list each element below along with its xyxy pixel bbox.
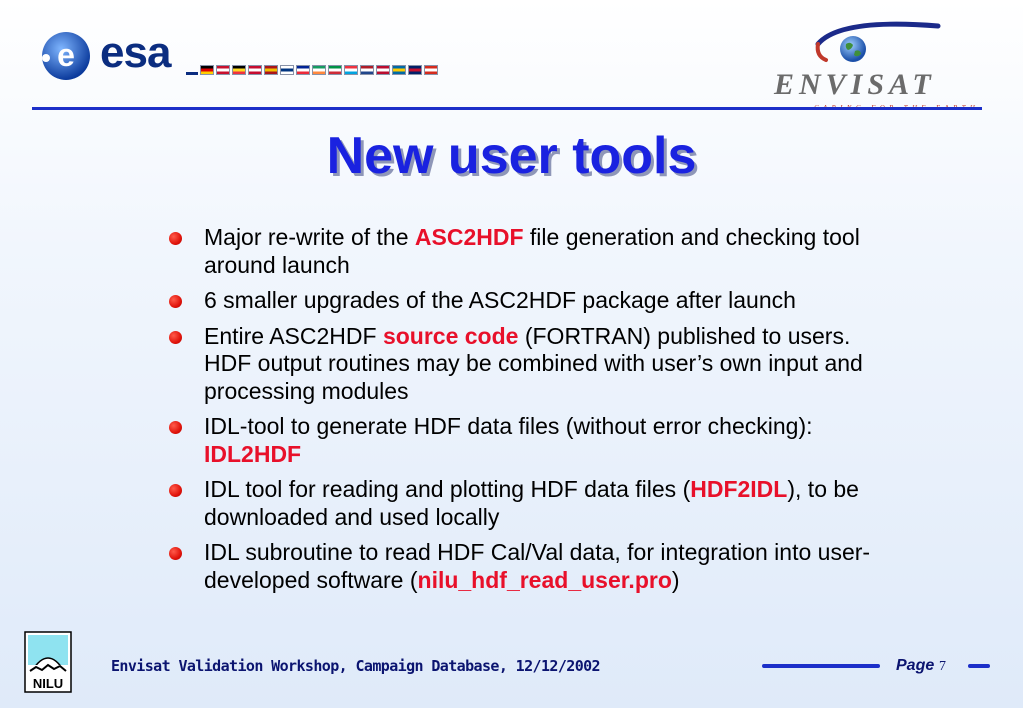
bullet-text: IDL tool for reading and plotting HDF data files ( [204, 476, 691, 502]
bullet-item [166, 323, 886, 406]
esa-emblem-icon [40, 30, 92, 82]
bullet-dot-icon [169, 547, 182, 560]
bullet-item [166, 476, 886, 531]
flag-icon [200, 65, 214, 75]
highlighted-term: HDF2IDL [690, 476, 788, 502]
footer-event-text: Envisat Validation Workshop, Campaign Database, 12/12/2002 [111, 657, 600, 675]
envisat-logo [770, 18, 985, 106]
flag-icon [328, 65, 342, 75]
flag-icon [360, 65, 374, 75]
flag-icon [392, 65, 406, 75]
envisat-wordmark: ENVISAT [774, 68, 936, 101]
bullet-text: IDL-tool to generate HDF data files (without error checking): [204, 413, 813, 439]
bullet-text: (FORTRAN) published to users. HDF output routines may be combined with user’s own input and processing modules [204, 322, 863, 404]
svg-text:e: e [57, 37, 75, 73]
esa-underline [186, 72, 198, 75]
page-number: 7 [939, 659, 946, 674]
flag-icon [376, 65, 390, 75]
bullet-item [166, 539, 886, 594]
flag-icon [280, 65, 294, 75]
bullet-text: 6 smaller upgrades of the ASC2HDF package after launch [204, 287, 796, 313]
footer-rule-left [762, 664, 880, 668]
member-flags [200, 65, 438, 75]
highlighted-term: ASC2HDF [414, 224, 524, 250]
bullet-text: Major re-write of the [204, 224, 415, 250]
bullet-list [166, 224, 886, 602]
flag-icon [216, 65, 230, 75]
slide-title: New user tools [326, 127, 697, 185]
bullet-item [166, 413, 886, 468]
bullet-dot-icon [169, 421, 182, 434]
flag-icon [312, 65, 326, 75]
bullet-dot-icon [169, 232, 182, 245]
globe-icon [838, 34, 868, 64]
header-rule [32, 107, 982, 110]
nilu-logo [24, 631, 72, 693]
bullet-text: ), to be downloaded and used locally [204, 476, 859, 530]
page-label: Page [896, 657, 935, 674]
esa-logo [40, 28, 440, 90]
highlighted-term: source code [382, 322, 519, 349]
bullet-text: ) [671, 566, 680, 593]
bullet-item [166, 224, 886, 279]
bullet-dot-icon [169, 484, 182, 497]
flag-icon [424, 65, 438, 75]
flag-icon [232, 65, 246, 75]
flag-icon [264, 65, 278, 75]
bullet-text: IDL subroutine to read HDF Cal/Val data, for integration into user-developed software ( [204, 539, 871, 593]
bullet-text: Entire ASC2HDF [204, 322, 383, 349]
flag-icon [344, 65, 358, 75]
flag-icon [408, 65, 422, 75]
bullet-text: file generation and checking tool around launch [204, 224, 860, 278]
highlighted-term: IDL2HDF [204, 440, 302, 467]
flag-icon [296, 65, 310, 75]
highlighted-term: nilu_hdf_read_user.pro [417, 566, 672, 593]
nilu-logo-text: NILU [32, 676, 64, 691]
bullet-item [166, 287, 886, 315]
bullet-dot-icon [169, 295, 182, 308]
bullet-dot-icon [169, 331, 182, 344]
flag-icon [248, 65, 262, 75]
esa-wordmark: esa [100, 28, 171, 77]
footer-rule-right [968, 664, 990, 668]
